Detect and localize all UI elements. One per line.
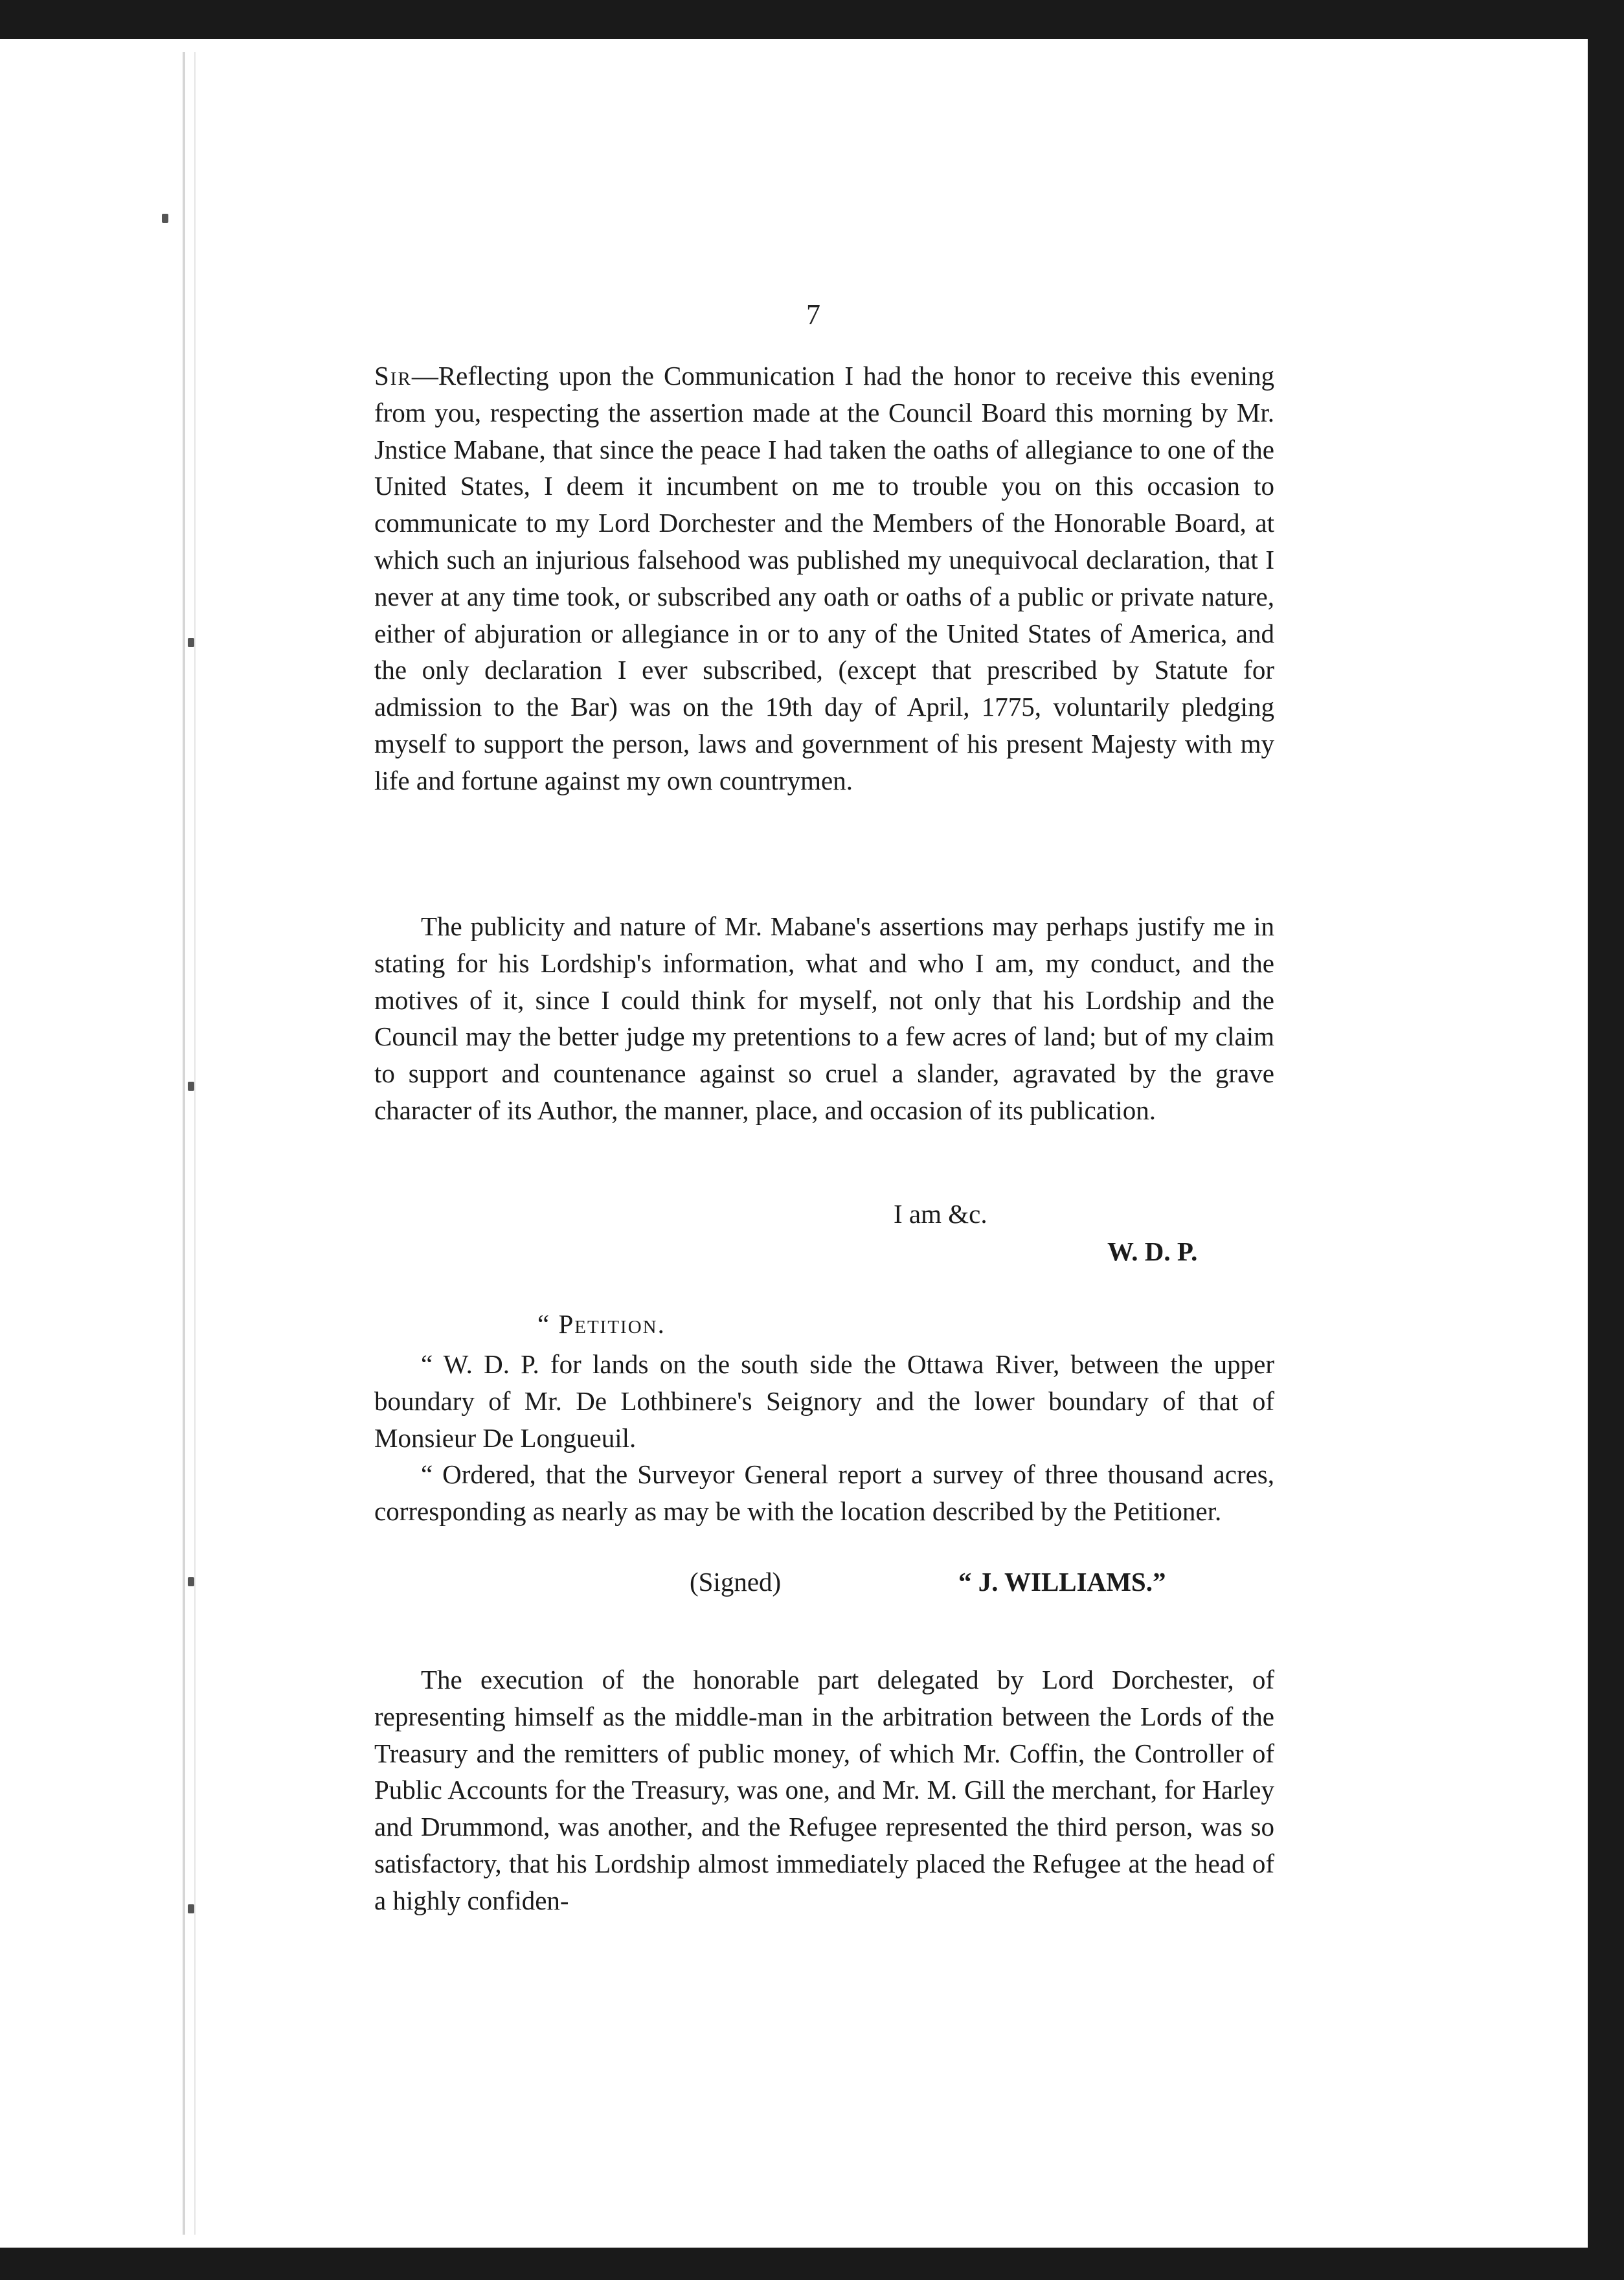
scan-border-top: [0, 0, 1624, 39]
gutter-mark: [188, 1082, 194, 1091]
binding-gutter: [183, 52, 185, 2235]
gutter-mark: [188, 1577, 194, 1586]
page-number: 7: [806, 299, 820, 330]
petition-request: “ W. D. P. for lands on the south side the Ottawa River, between the upper boundary of Mr. De Lothbinere's Seignory and the lower boundary of that of Monsieur De Longueuil.: [374, 1349, 1274, 1453]
letter-signature: W. D. P.: [1107, 1237, 1198, 1266]
letter-body: —Reflecting upon the Communication I had the honor to receive this evening from you, respecting the assertion made at the Council Board this morning by Mr. Jnstice Mabane, that since the peace I had taken the oaths of allegiance to one of the United States, I deem it incumbent on me to trouble you on this occasion to communicate to my Lord Dorchester and the Members of the Honorable Board, at which such an injurious falsehood was published my unequivocal declaration, that I never at any time took, or subscribed any oath or oaths of a public or private nature, either of abjuration or allegiance in or to any of the United States of America, and the only declaration I ever subscribed, (except that prescribed by Statute for admission to the Bar) was on the 19th day of April, 1775, voluntarily pledging myself to support the person, laws and government of his present Majesty with my life and fortune against my own countrymen.: [374, 361, 1274, 795]
gutter-mark: [162, 214, 168, 223]
narrative-paragraph: The execution of the honorable part delegated by Lord Dorchester, of representing himself as the middle-man in the arbitration between the Lords of the Treasury and the remitters of public money, of which Mr. Coffin, the Controller of Public Accounts for the Treasury, was one, and Mr. M. Gill the merchant, for Harley and Drummond, was another, and the Refugee represented the third person, was so satisfactory, that his Lordship almost immediately placed the Refugee at the head of a highly confiden-: [374, 1665, 1274, 1915]
signed-label: (Signed): [690, 1567, 782, 1597]
petition-order: “ Ordered, that the Surveyor General report a survey of three thousand acres, corresponding as nearly as may be with the location described by the Petitioner.: [374, 1459, 1274, 1526]
salutation: Sir: [374, 361, 412, 391]
gutter-mark: [188, 638, 194, 647]
letter-paragraph-1: [374, 358, 1274, 799]
scan-border-bottom: [0, 2248, 1624, 2280]
gutter-mark: [188, 1904, 194, 1913]
binding-gutter-edge: [194, 52, 196, 2235]
scan-border-right: [1588, 0, 1624, 2280]
document-page: [0, 39, 1588, 2248]
letter-paragraph-2: The publicity and nature of Mr. Mabane's assertions may perhaps justify me in stating for his Lordship's information, what and who I am, my conduct, and the motives of it, since I could think for myself, not only that his Lordship and the Council may the better judge my pretentions to a few acres of land; but of my claim to support and countenance against so cruel a slander, agravated by the grave character of its Author, the manner, place, and occasion of its publication.: [374, 911, 1274, 1125]
petition-heading: “ Petition.: [537, 1309, 666, 1339]
letter-closing: I am &c.: [894, 1199, 987, 1229]
signed-name: “ J. WILLIAMS.”: [958, 1567, 1166, 1597]
